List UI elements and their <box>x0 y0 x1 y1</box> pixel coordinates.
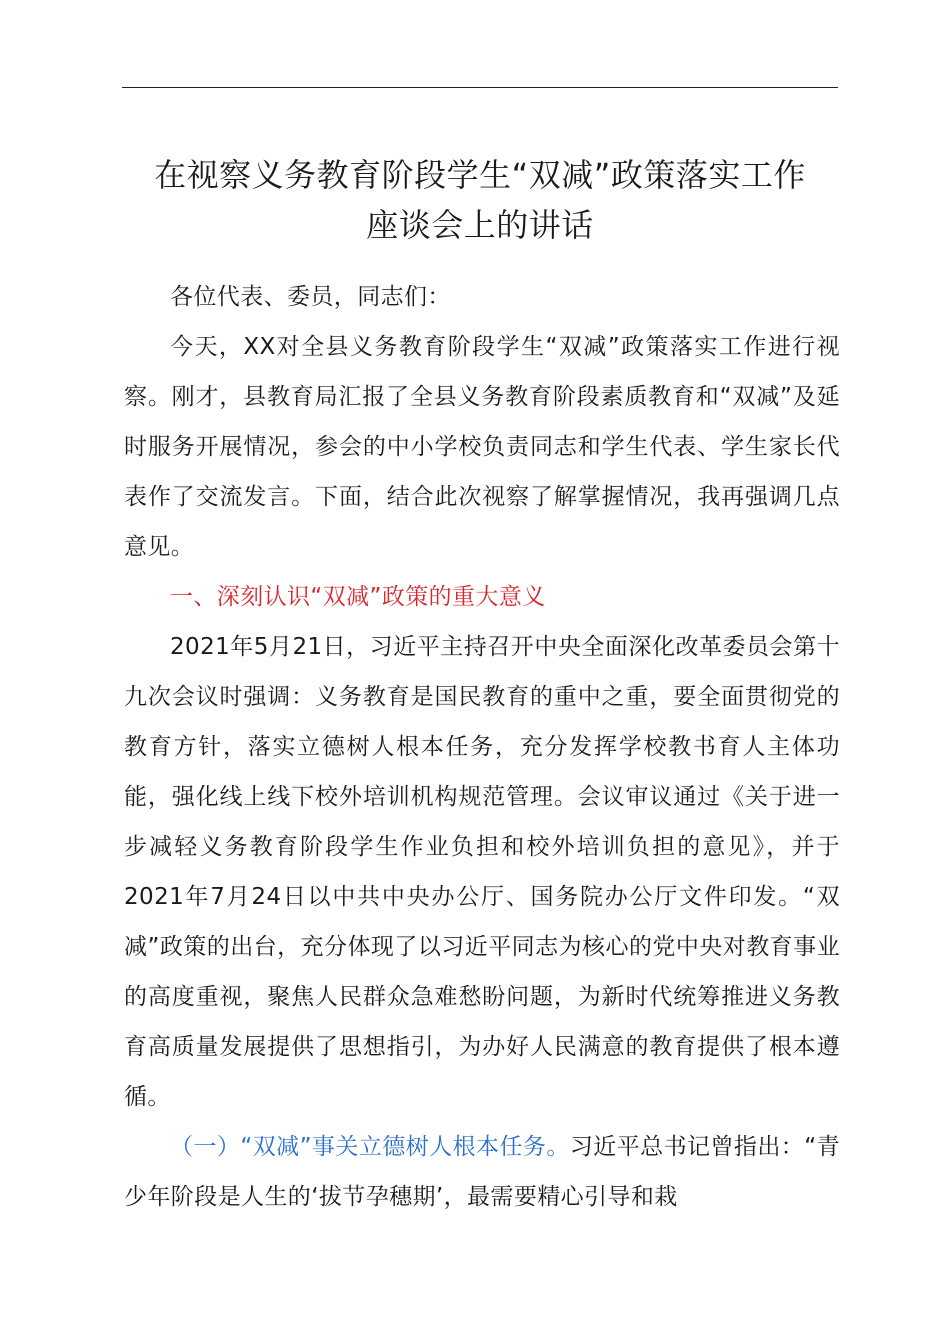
intro-paragraph: 今天，XX对全县义务教育阶段学生“双减”政策落实工作进行视察。刚才，县教育局汇报了全县义务教育阶段素质教育和“双减”及延时服务开展情况，参会的中小学校负责同志和学生代表、学生家长代表作了交流发言。下面，结合此次视察了解掌握情况，我再强调几点意见。 <box>124 334 840 560</box>
header-rule <box>122 87 838 88</box>
section-1-heading: 一、深刻认识“双减”政策的重大意义 <box>170 584 546 610</box>
title-line-2: 座谈会上的讲话 <box>366 206 594 244</box>
document-title <box>110 150 850 250</box>
subsection-1-text: 习近平总书记曾指出：“青少年阶段是人生的‘拔节孕穗期’，最需要精心引导和栽 <box>124 1134 841 1210</box>
subsection-1-paragraph <box>124 1122 840 1222</box>
document-body <box>124 272 840 1222</box>
salutation: 各位代表、委员，同志们： <box>170 284 451 310</box>
subsection-1-heading: （一）“双减”事关立德树人根本任务。 <box>170 1134 570 1160</box>
title-line-1: 在视察义务教育阶段学生“双减”政策落实工作 <box>154 156 806 194</box>
section-1-paragraph: 2021年5月21日，习近平主持召开中央全面深化改革委员会第十九次会议时强调：义务教育是国民教育的重中之重，要全面贯彻党的教育方针，落实立德树人根本任务，充分发挥学校教书育人主体功能，强化线上线下校外培训机构规范管理。会议审议通过《关于进一步减轻义务教育阶段学生作业负担和校外培训负担的意见》，并于2021年7月24日以中共中央办公厅、国务院办公厅文件印发。“双减”政策的出台，充分体现了以习近平同志为核心的党中央对教育事业的高度重视，聚焦人民群众急难愁盼问题，为新时代统筹推进义务教育高质量发展提供了思想指引，为办好人民满意的教育提供了根本遵循。 <box>124 634 840 1110</box>
